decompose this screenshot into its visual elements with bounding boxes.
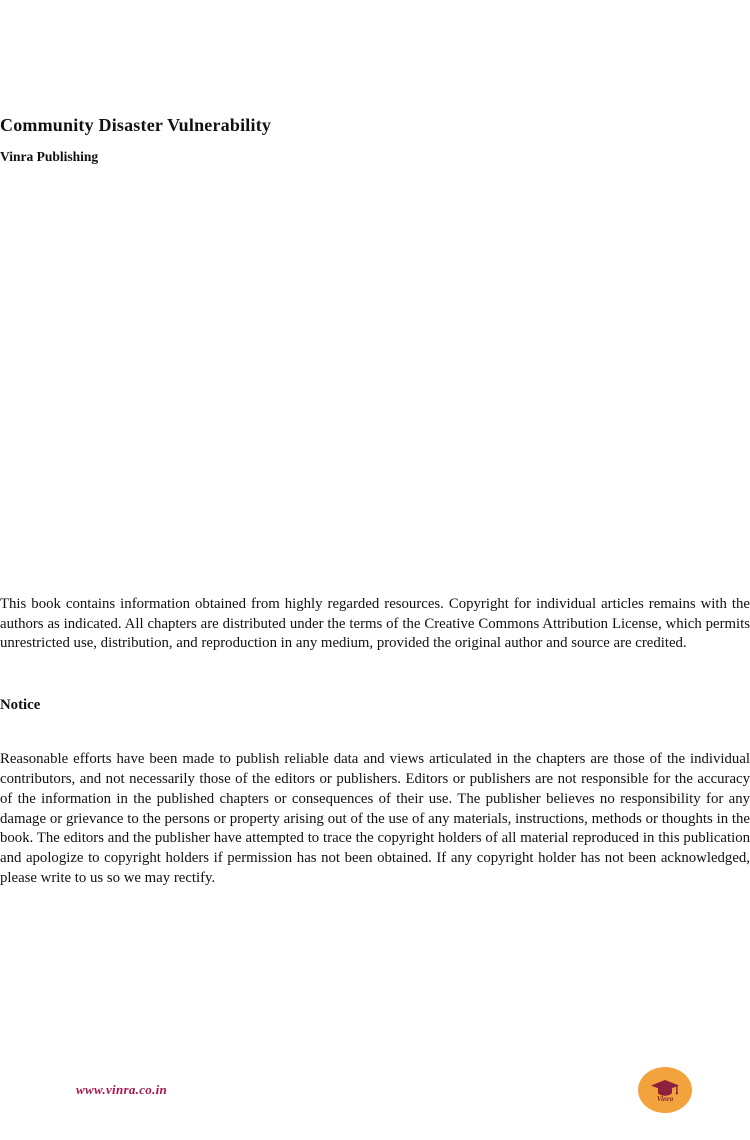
publisher-logo [638,1067,692,1113]
publisher-name: Vinra Publishing [0,149,99,164]
notice-heading: Notice [0,697,41,713]
copyright-paragraph: This book contains information obtained from highly regarded resources. Copyright for individual articles remains with the authors as indicated. All chapters are distributed under the terms of the Creative Commons Attribution License, which permits unrestricted use, distribution, and reproduction in any medium, provided the original author and source are credited. [0,595,750,652]
page-title: Community Disaster Vulnerability [0,115,272,136]
footer-website-link[interactable]: www.vinra.co.in [76,1082,168,1097]
notice-paragraph: Reasonable efforts have been made to publish reliable data and views articulated in the chapters are those of the individual contributors, and not necessarily those of the editors or publishers. Editors or publishers are not responsible for the accuracy of the information in the published chapters or consequences of their use. The publisher believes no responsibility for any damage or grievance to the persons or property arising out of the use of any materials, instructions, methods or thoughts in the book. The editors and the publisher have attempted to trace the copyright holders of all material reproduced in this publication and apologize to copyright holders if permission has not been obtained. If any copyright holder has not been acknowledged, please write to us so we may rectify. [0,750,750,887]
logo-text: Vinra [656,1094,674,1103]
